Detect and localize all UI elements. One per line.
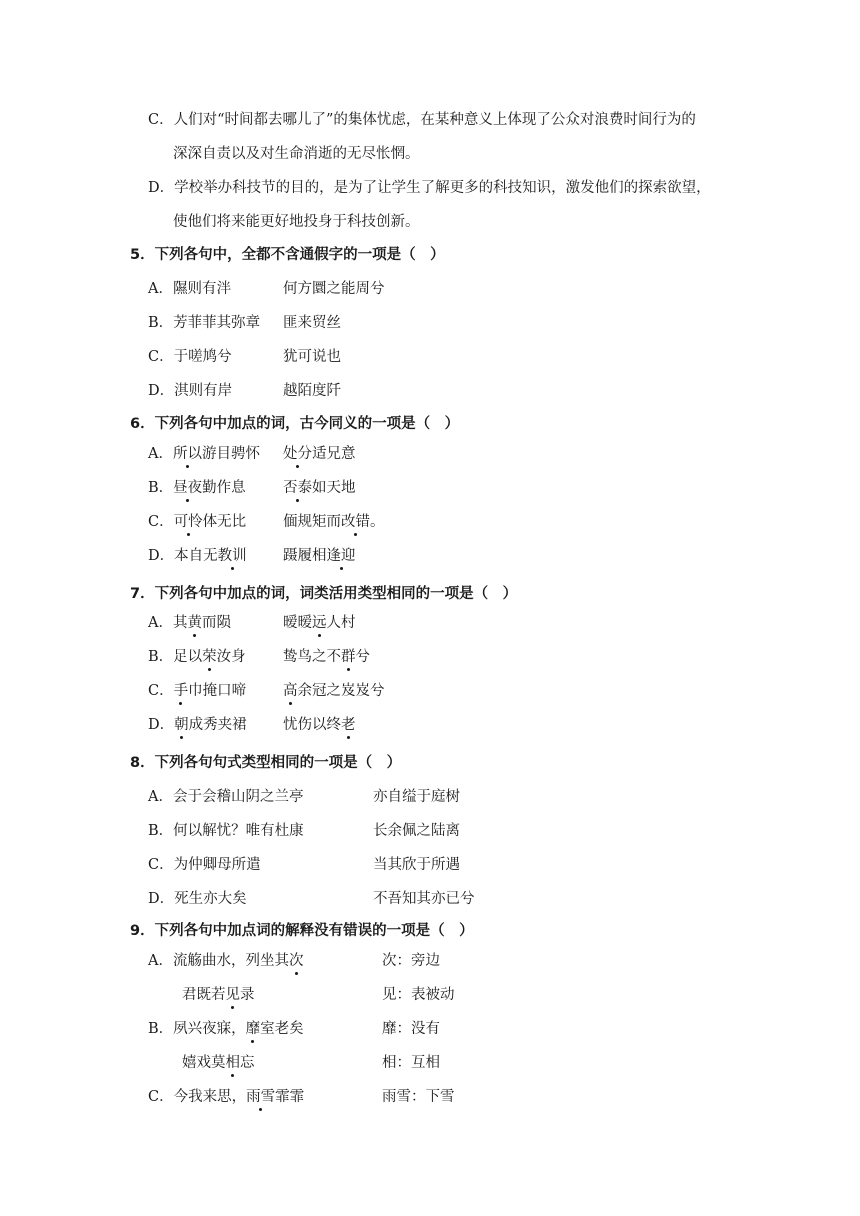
option-text: A．流觞曲水，列坐其 [148,953,289,969]
option-text: 巾掩口啼 [188,683,247,699]
option-text: 人村 [326,615,356,631]
option-letter: B． [148,480,174,496]
dotted-word: 相 [225,1055,240,1071]
q9-row-a2-explanation: 见：表被动 [382,987,455,1003]
q4-option-c-line1: C．人们对“时间都去哪儿了”的集体忧虑，在某种意义上体现了公众对浪费时间行为的 [148,112,696,128]
dotted-word: 处分 [283,446,312,462]
option-text: B．足以 [148,649,203,665]
q6-option-d [148,546,247,566]
q9-row-b [148,1019,304,1039]
dotted-word: 手 [173,683,189,699]
q7-option-a [148,613,231,633]
q5-option-b: B．芳菲菲其弥章 [148,315,261,331]
q9-row-c [148,1087,304,1107]
q4-option-c-line2: 深深自责以及对生命消逝的无尽怅惘。 [173,146,420,162]
q9-row-b-explanation: 靡：没有 [382,1021,440,1037]
dotted-word: 逢迎 [326,548,356,564]
option-text: 嬉戏莫 [182,1055,226,1071]
q9-row-a-explanation: 次：旁边 [382,953,440,969]
q5-option-a-second: 何方圜之能周兮 [283,281,385,297]
dotted-word: 朝 [174,717,189,733]
q9-row-a2 [182,985,255,1005]
q6-option-a-second [283,444,356,464]
q7-option-b-second [283,647,370,667]
option-text: D． [148,717,175,733]
q7-title: 7．下列各句中加点的词，词类活用类型相同的一项是（ ） [130,586,518,602]
option-text: 录 [240,987,255,1003]
option-text: 霏霏 [275,1089,305,1105]
dotted-word: 否泰 [283,480,312,496]
dotted-word: 次 [288,953,304,969]
option-text: 体无比 [202,514,247,530]
dotted-word: 改错 [341,514,370,530]
q8-option-c-second: 当其欣于所遇 [373,857,460,873]
option-text: B．夙兴夜寐， [148,1021,246,1037]
option-letter: C． [148,514,174,530]
option-text: 忘 [240,1055,255,1071]
q5-option-c: C．于嗟鸠兮 [148,349,232,365]
q8-option-d-second: 不吾知其亦已兮 [373,891,475,907]
q7-option-c-second [283,681,385,701]
option-text: 余冠之岌岌兮 [297,683,385,699]
q8-option-c: C．为仲卿母所遣 [148,857,261,873]
option-text: 。 [370,514,385,530]
option-text: 如天地 [312,480,356,496]
dotted-word: 见 [225,987,240,1003]
q7-option-b [148,647,246,667]
dotted-word: 群 [341,649,356,665]
q6-option-c-second [283,512,385,532]
option-text: 室老矣 [260,1021,304,1037]
q4-option-d-line1: D．学校举办科技节的目的，是为了让学生了解更多的科技知识，激发他们的探索欲望， [148,180,711,196]
dotted-word: 雨雪 [246,1089,276,1105]
dotted-word: 靡 [245,1021,261,1037]
q6-title: 6．下列各句中加点的词，古今同义的一项是（ ） [130,416,460,432]
option-text: 忧伤以终 [283,717,341,733]
dotted-word: 可怜 [173,514,203,530]
option-letter: D．本自无 [148,548,218,564]
q6-option-b [148,478,246,498]
q4-option-d-line2: 使他们将来能更好地投身于科技创新。 [173,214,420,230]
q6-option-d-second [283,546,356,566]
option-text: A．其 [148,615,188,631]
option-letter: A． [148,446,173,462]
option-text: 游目骋怀 [201,446,260,462]
q5-option-a: A．隰则有泮 [148,281,231,297]
q9-row-b2 [182,1053,255,1073]
q8-option-b-second: 长余佩之陆离 [373,823,460,839]
dotted-word: 黄 [187,615,202,631]
dotted-word: 所以 [172,446,202,462]
option-text: 偭规矩而 [283,514,341,530]
q8-option-a: A．会于会稽山阴之兰亭 [148,789,304,805]
option-text: 兮 [355,649,370,665]
option-text: 君既若 [182,987,226,1003]
dotted-word: 老 [341,717,356,733]
dotted-word: 昼夜 [173,480,203,496]
option-text: C．今我来思， [148,1089,247,1105]
q7-option-a-second [283,613,356,633]
dotted-word: 远 [312,615,327,631]
q5-title: 5．下列各句中，全都不含通假字的一项是（ ） [130,247,445,263]
q9-row-b2-explanation: 相：互相 [382,1055,440,1071]
option-text: 蹑履相 [283,548,327,564]
option-text: 勤作息 [202,480,246,496]
q5-option-b-second: 匪来贸丝 [283,315,341,331]
q6-option-c [148,512,246,532]
q5-option-d-second: 越陌度阡 [283,383,341,399]
q8-title: 8．下列各句句式类型相同的一项是（ ） [130,755,402,771]
option-text: 适兄意 [312,446,356,462]
dotted-word: 教训 [217,548,247,564]
q6-option-b-second [283,478,356,498]
option-text: 汝身 [216,649,246,665]
q9-row-a [148,951,303,971]
q9-row-c-explanation: 雨雪：下雪 [382,1089,455,1105]
q8-option-d: D．死生亦大矣 [148,891,247,907]
q8-option-a-second: 亦自缢于庭树 [373,789,460,805]
option-text: C． [148,683,174,699]
q6-option-a [148,444,260,464]
q5-option-d: D．淇则有岸 [148,383,233,399]
option-text: 暧暧 [283,615,312,631]
option-text: 鸷鸟之不 [283,649,341,665]
dotted-word: 高 [283,683,298,699]
option-text: 而陨 [201,615,231,631]
dotted-word: 荣 [202,649,217,665]
q5-option-c-second: 犹可说也 [283,349,341,365]
option-text: 成秀夹裙 [188,717,247,733]
q7-option-d-second [283,715,356,735]
q7-option-c [148,681,246,701]
q8-option-b: B．何以解忧？唯有杜康 [148,823,304,839]
q9-title: 9．下列各句中加点词的解释没有错误的一项是（ ） [130,923,474,939]
q7-option-d [148,715,247,735]
